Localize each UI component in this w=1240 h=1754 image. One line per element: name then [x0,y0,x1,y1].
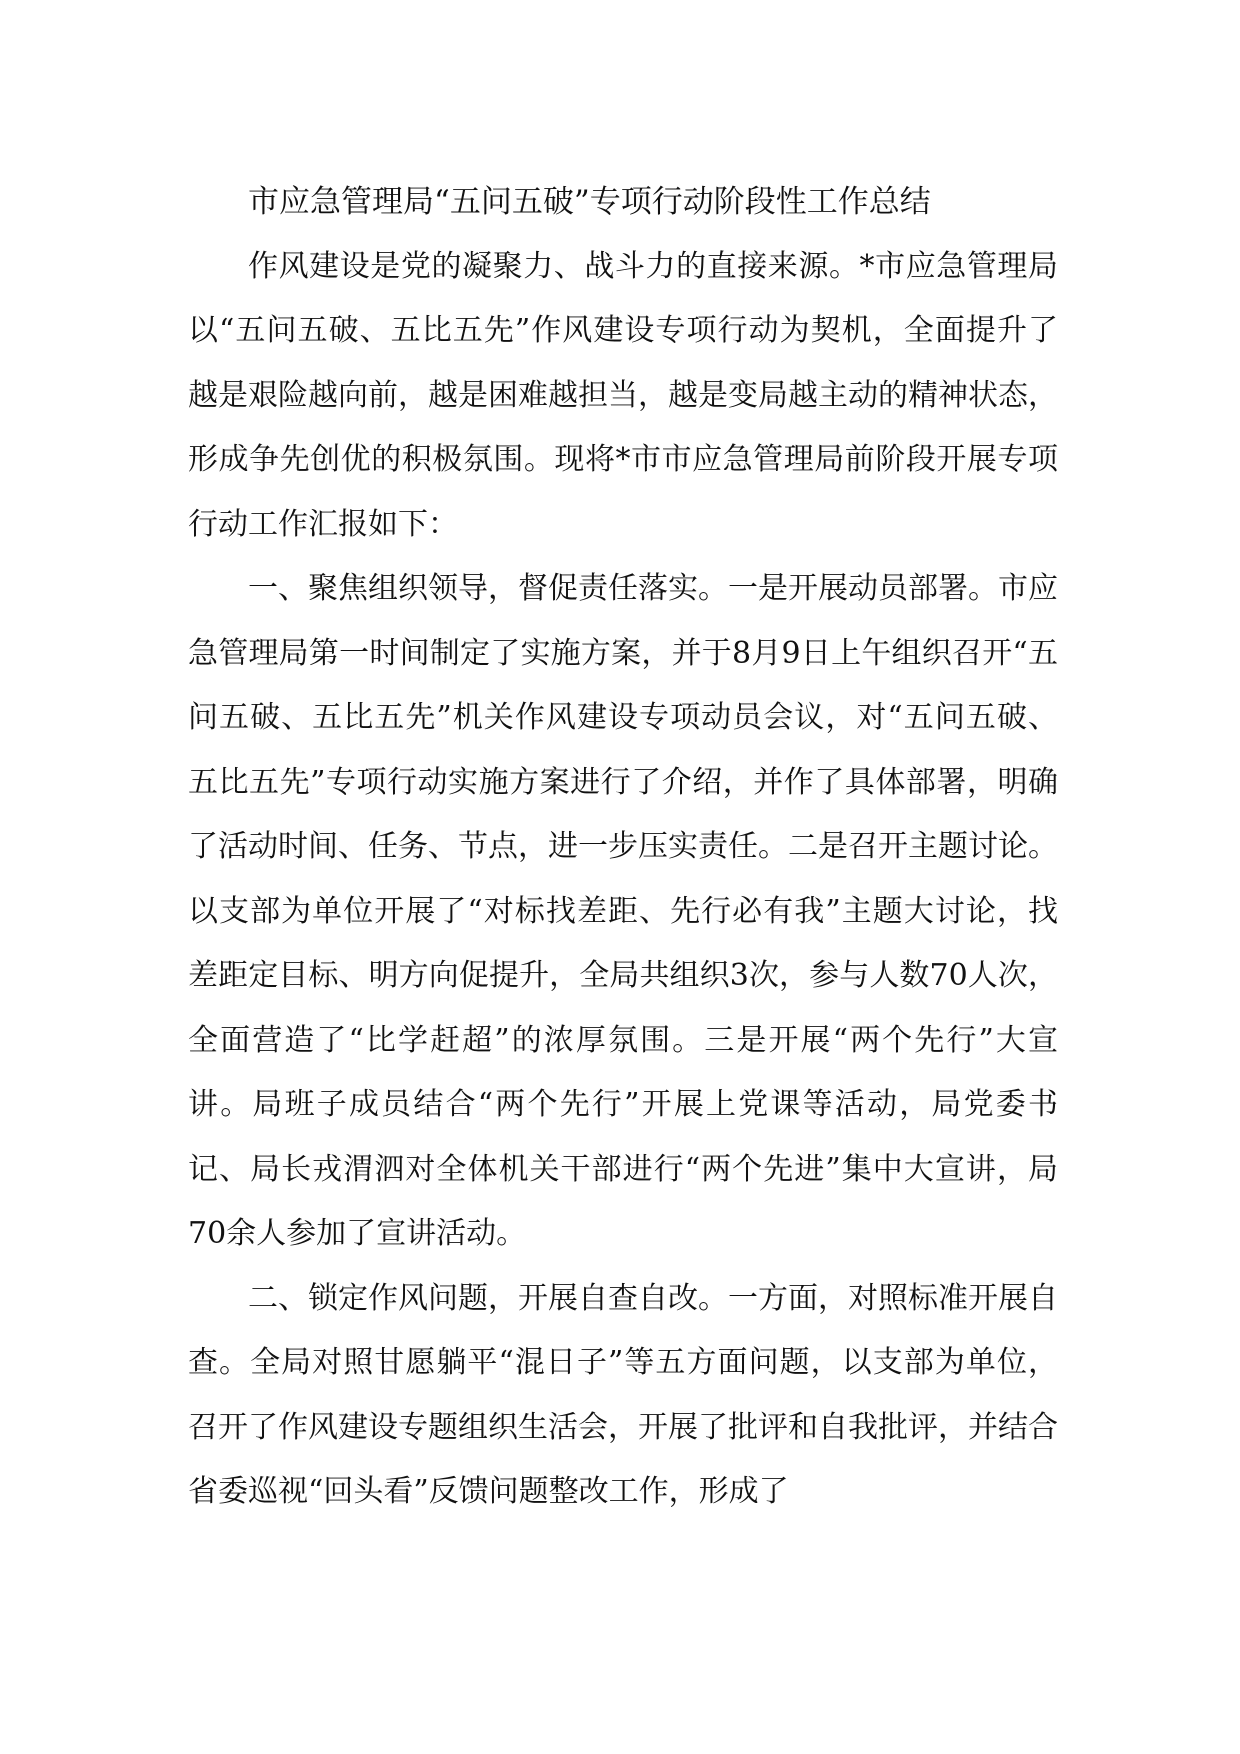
paragraph-section-2: 二、锁定作风问题，开展自查自改。一方面，对照标准开展自查。全局对照甘愿躺平“混日子”等五方面问题，以支部为单位，召开了作风建设专题组织生活会，开展了批评和自我批评，并结合省委巡视“回头看”反馈问题整改工作，形成了 [188,1280,1058,1509]
document-title: 市应急管理局“五问五破”专项行动阶段性工作总结 [248,184,931,220]
paragraph-section-1: 一、聚焦组织领导，督促责任落实。一是开展动员部署。市应急管理局第一时间制定了实施方案，并于8月9日上午组织召开“五问五破、五比五先”机关作风建设专项动员会议，对“五问五破、五比五先”专项行动实施方案进行了介绍，并作了具体部署，明确了活动时间、任务、节点，进一步压实责任。二是召开主题讨论。以支部为单位开展了“对标找差距、先行必有我”主题大讨论，找差距定目标、明方向促提升，全局共组织3次，参与人数70人次，全面营造了“比学赶超”的浓厚氛围。三是开展“两个先行”大宣讲。局班子成员结合“两个先行”开展上党课等活动，局党委书记、局长戎渭泗对全体机关干部进行“两个先进”集中大宣讲，局70余人参加了宣讲活动。 [188,571,1058,1251]
document-body [188,170,1058,1525]
paragraph-intro: 作风建设是党的凝聚力、战斗力的直接来源。*市应急管理局以“五问五破、五比五先”作风建设专项行动为契机，全面提升了越是艰险越向前，越是困难越担当，越是变局越主动的精神状态，形成争先创优的积极氛围。现将*市市应急管理局前阶段开展专项行动工作汇报如下： [188,248,1058,542]
